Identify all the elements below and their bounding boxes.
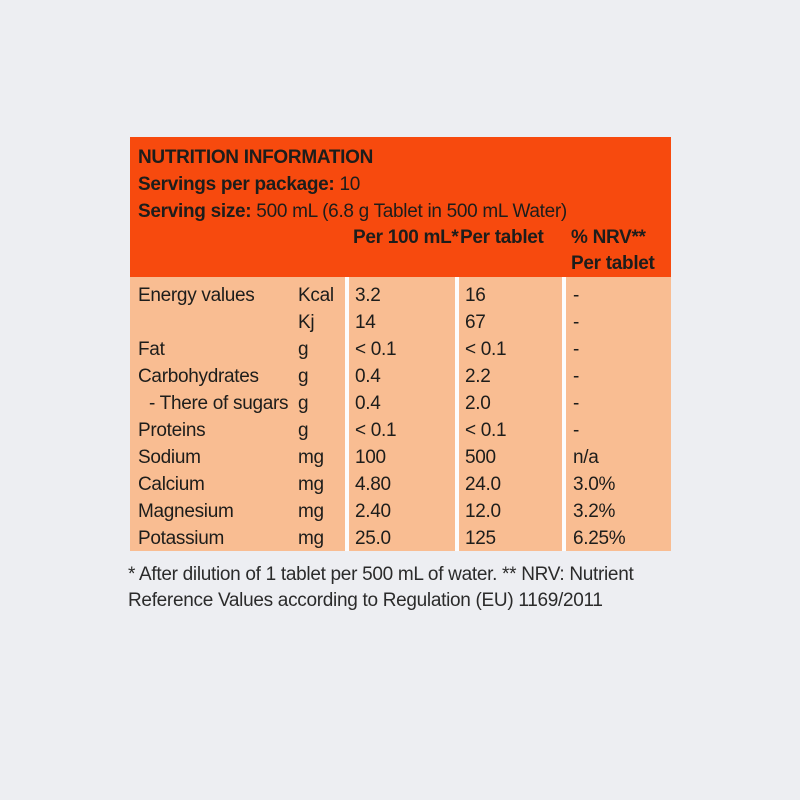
cell-nutrient-name: Potassium [138,528,225,549]
serving-size-value: 500 mL (6.8 g Tablet in 500 mL Water) [256,201,567,222]
cell-unit: g [298,393,309,414]
column-header-per-tablet: Per tablet [460,227,544,248]
cell-per-tablet: 16 [465,285,486,306]
cell-unit: Kj [298,312,315,333]
table-row [130,309,671,336]
cell-unit: g [298,366,309,387]
cell-unit: mg [298,447,324,468]
footnote-line-1: * After dilution of 1 tablet per 500 mL of water. ** NRV: Nutrient [128,564,634,585]
label-title: NUTRITION INFORMATION [138,147,374,168]
cell-nrv: 6.25% [573,528,626,549]
cell-nutrient-name: Fat [138,339,165,360]
table-row [130,336,671,363]
cell-per-100ml: 0.4 [355,393,381,414]
footnote [128,562,688,614]
cell-nrv: - [573,393,580,414]
cell-per-tablet: 67 [465,312,486,333]
column-header-per-100ml: Per 100 mL* [353,227,459,248]
cell-per-100ml: < 0.1 [355,339,397,360]
cell-unit: Kcal [298,285,334,306]
table-rows [130,282,671,551]
cell-nrv: 3.0% [573,474,616,495]
cell-nutrient-name: Sodium [138,447,201,468]
column-headers [130,225,671,277]
cell-nutrient-name: Calcium [138,474,205,495]
cell-nutrient-name: Proteins [138,420,206,441]
cell-per-100ml: 4.80 [355,474,391,495]
cell-per-tablet: 24.0 [465,474,501,495]
cell-nrv: - [573,366,580,387]
cell-unit: mg [298,474,324,495]
serving-size-label: Serving size: [138,201,252,222]
cell-nrv: - [573,285,580,306]
cell-nrv: - [573,312,580,333]
cell-per-100ml: 14 [355,312,376,333]
cell-nutrient-name: Carbohydrates [138,366,259,387]
table-row [130,417,671,444]
cell-nutrient-name: - There of sugars [149,393,289,414]
table-row [130,390,671,417]
cell-nrv: 3.2% [573,501,616,522]
column-separator [455,277,459,551]
table-row [130,471,671,498]
cell-unit: g [298,420,309,441]
table-row [130,444,671,471]
servings-label: Servings per package: [138,174,335,195]
table-row [130,363,671,390]
nutrition-label [130,137,671,551]
cell-nrv: - [573,339,580,360]
cell-nutrient-name [130,309,298,336]
footnote-line-2: Reference Values according to Regulation (EU) 1169/2011 [128,590,603,611]
cell-per-100ml: 3.2 [355,285,381,306]
cell-per-100ml: 25.0 [355,528,391,549]
serving-size-line [130,198,671,225]
cell-nutrient-name: Magnesium [138,501,234,522]
servings-line [130,171,671,198]
cell-per-tablet: 2.2 [465,366,491,387]
cell-per-tablet: < 0.1 [465,420,507,441]
cell-per-100ml: < 0.1 [355,420,397,441]
column-header-nrv-line2: Per tablet [571,253,655,274]
cell-per-tablet: < 0.1 [465,339,507,360]
column-separator [345,277,349,551]
cell-per-tablet: 2.0 [465,393,491,414]
table-row [130,525,671,551]
cell-per-100ml: 0.4 [355,366,381,387]
cell-unit: g [298,339,309,360]
cell-nrv: - [573,420,580,441]
table-row [130,282,671,309]
cell-unit: mg [298,501,324,522]
nutrition-table-body [130,277,671,551]
cell-per-100ml: 100 [355,447,386,468]
cell-per-100ml: 2.40 [355,501,391,522]
cell-per-tablet: 12.0 [465,501,501,522]
cell-nutrient-name: Energy values [138,285,255,306]
table-row [130,498,671,525]
cell-nrv: n/a [573,447,599,468]
column-header-nrv-line1: % NRV** [571,227,646,248]
servings-value: 10 [339,174,360,195]
cell-per-tablet: 500 [465,447,496,468]
cell-unit: mg [298,528,324,549]
cell-per-tablet: 125 [465,528,496,549]
label-header [130,137,671,277]
column-separator [562,277,566,551]
